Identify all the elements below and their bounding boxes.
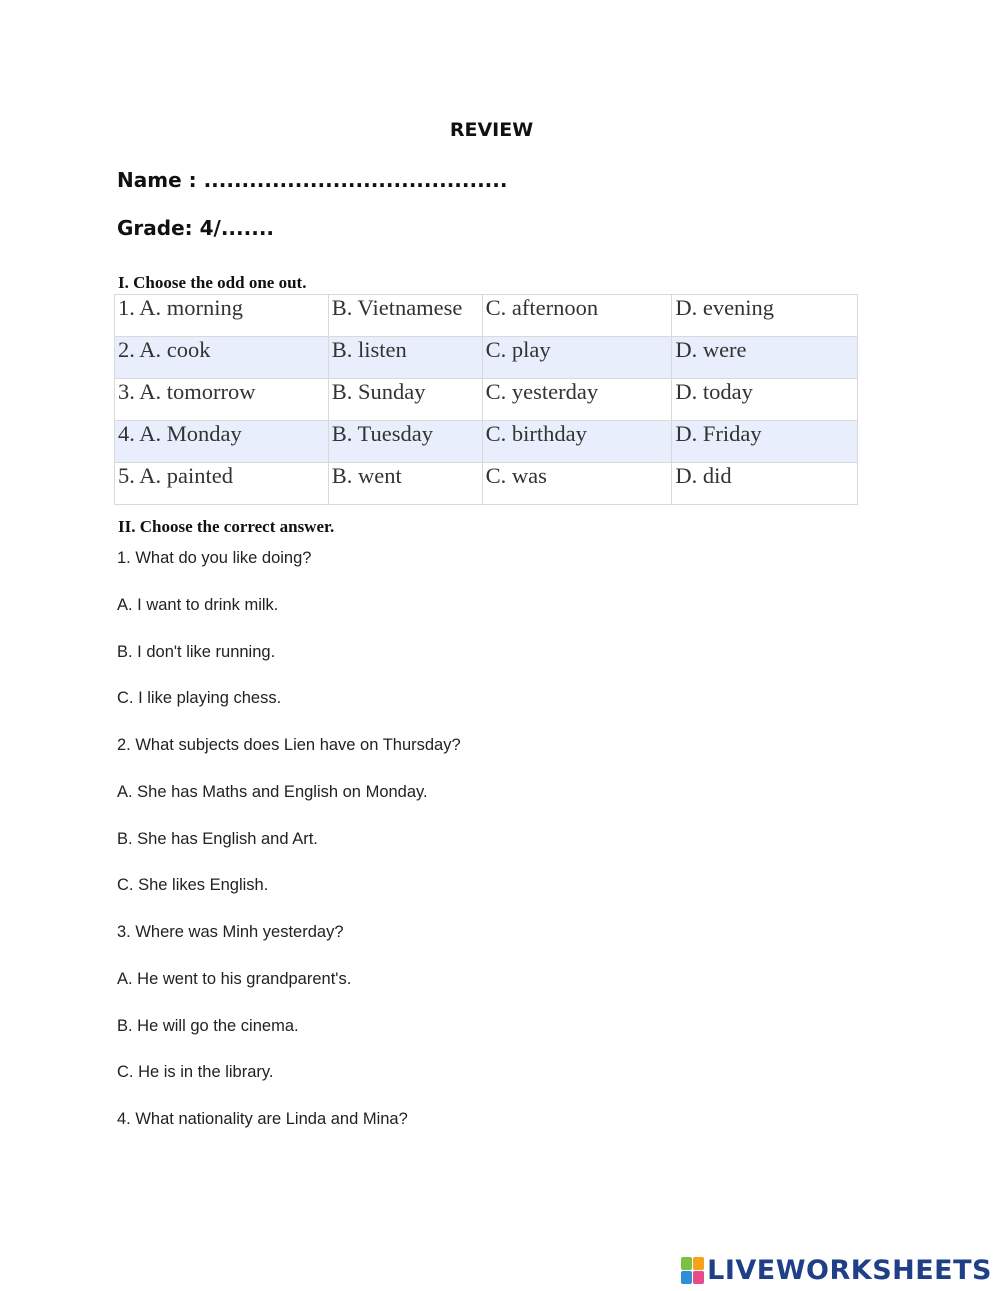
question-text: 3. Where was Minh yesterday? (117, 923, 344, 941)
name-field-line: Name : ........................................ (117, 168, 508, 192)
liveworksheets-logo-text: LIVEWORKSHEETS (707, 1254, 992, 1286)
answer-option: B. I don't like running. (117, 642, 276, 661)
answer-option: A. I want to drink milk. (117, 595, 279, 614)
table-cell: 2. A. cook (115, 337, 329, 379)
answer-option: C. She likes English. (117, 876, 269, 895)
question-text: 1. What do you like doing? (117, 549, 312, 567)
table-cell: 3. A. tomorrow (115, 379, 329, 421)
page-title: REVIEW (449, 119, 534, 141)
table-cell: B. listen (328, 337, 482, 379)
table-cell: D. Friday (672, 421, 858, 463)
question-text: 4. What nationality are Linda and Mina? (117, 1110, 408, 1128)
question-text: 2. What subjects does Lien have on Thursday? (117, 736, 461, 754)
liveworksheets-logo-icon (681, 1257, 703, 1283)
answer-option: C. I like playing chess. (117, 689, 282, 708)
table-cell: D. did (672, 463, 858, 505)
section-2-heading: II. Choose the correct answer. (118, 517, 335, 536)
odd-one-out-table (114, 294, 858, 505)
section-1-heading: I. Choose the odd one out. (118, 273, 307, 292)
answer-option: A. She has Maths and English on Monday. (117, 782, 428, 801)
table-cell: C. yesterday (482, 379, 672, 421)
answer-option: B. He will go the cinema. (117, 1016, 299, 1035)
logo-square-orange (693, 1257, 704, 1270)
table-cell: B. went (328, 463, 482, 505)
grade-field-line: Grade: 4/....... (117, 216, 275, 240)
table-row (115, 421, 858, 463)
table-cell: C. birthday (482, 421, 672, 463)
logo-square-green (681, 1257, 692, 1270)
table-row (115, 463, 858, 505)
answer-option: A. He went to his grandparent's. (117, 969, 352, 988)
table-cell: C. was (482, 463, 672, 505)
liveworksheets-logo (681, 1253, 992, 1287)
table-cell: D. evening (672, 295, 858, 337)
table-cell: 1. A. morning (115, 295, 329, 337)
table-cell: 5. A. painted (115, 463, 329, 505)
table-cell: B. Tuesday (328, 421, 482, 463)
table-cell: C. play (482, 337, 672, 379)
table-cell: D. were (672, 337, 858, 379)
table-cell: B. Sunday (328, 379, 482, 421)
table-row (115, 379, 858, 421)
table-cell: 4. A. Monday (115, 421, 329, 463)
answer-option: C. He is in the library. (117, 1063, 274, 1082)
logo-square-blue (681, 1271, 692, 1284)
table-cell: C. afternoon (482, 295, 672, 337)
table-row (115, 295, 858, 337)
table-cell: D. today (672, 379, 858, 421)
table-cell: B. Vietnamese (328, 295, 482, 337)
logo-square-pink (693, 1271, 704, 1284)
answer-option: B. She has English and Art. (117, 829, 318, 848)
table-row (115, 337, 858, 379)
